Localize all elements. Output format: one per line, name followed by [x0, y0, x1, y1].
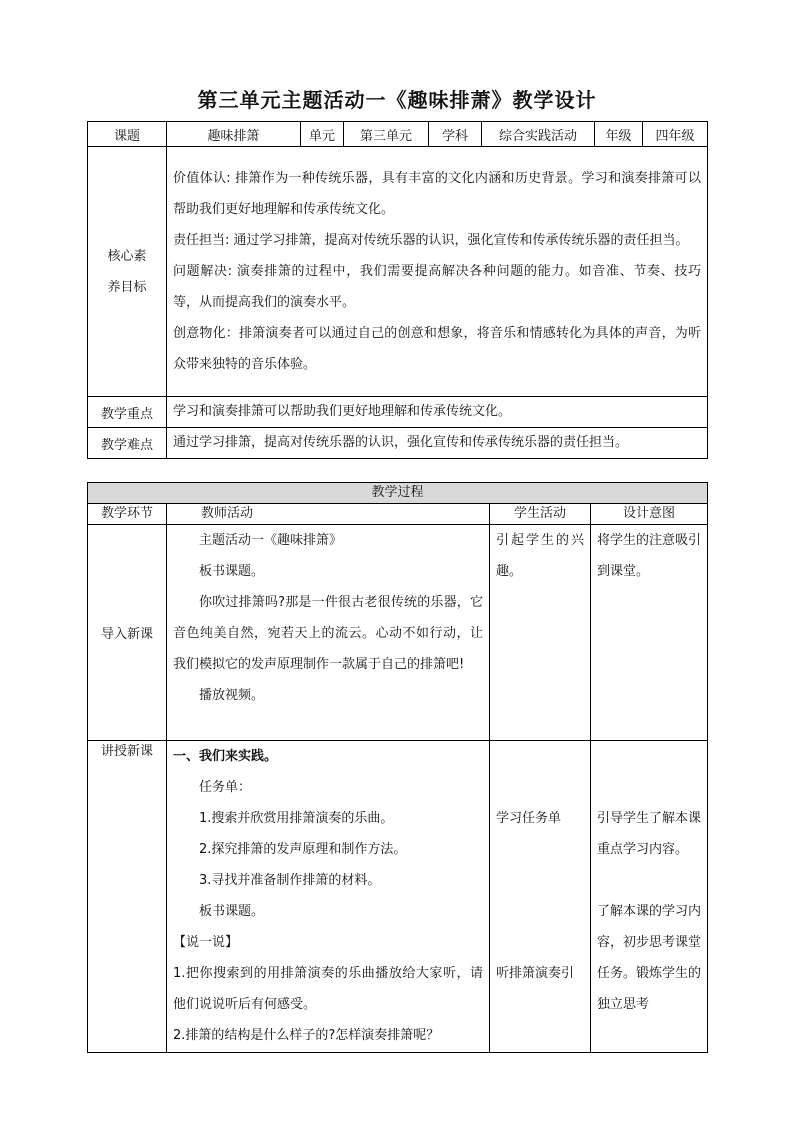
core-goal-value: 价值体认: 排箫作为一种传统乐器，具有丰富的文化内涵和历史背景。学习和演奏排箫可以帮助我们更好地理解和传承传统文化。 — [173, 171, 701, 217]
lecture-intent-1: 引导学生了解本课重点学习内容。 — [597, 811, 702, 857]
stage-intro: 导入新课 — [88, 525, 167, 741]
intro-topic: 主题活动一《趣味排箫》 — [199, 533, 343, 548]
stage-lecture-label: 讲授新课 — [100, 744, 153, 759]
course-info-table — [87, 121, 708, 459]
col-intent-header: 设计意图 — [591, 504, 708, 525]
grade-value: 四年级 — [643, 122, 708, 147]
intro-board: 板书课题。 — [199, 564, 265, 579]
intro-video: 播放视频。 — [199, 688, 265, 703]
intro-design-intent — [591, 525, 708, 741]
intro-student-text: 引起学生的兴趣。 — [496, 533, 584, 579]
teaching-difficulty-value: 通过学习排箫，提高对传统乐器的认识，强化宣传和传承传统乐器的责任担当。 — [167, 428, 708, 459]
core-goals-content — [167, 147, 708, 397]
core-goals-label — [88, 147, 167, 397]
say-label: 【说一说】 — [173, 935, 239, 950]
col-stage-header: 教学环节 — [88, 504, 167, 525]
core-goals-label-line-1: 核心素 — [107, 248, 147, 264]
col-teacher-header: 教师活动 — [167, 504, 490, 525]
intro-teacher-activity — [167, 525, 490, 741]
intro-student-activity — [490, 525, 591, 741]
stage-lecture — [88, 741, 167, 1053]
core-goal-responsibility: 责任担当: 通过学习排箫，提高对传统乐器的认识，强化宣传和传承传统乐器的责任担当。 — [173, 233, 689, 248]
course-value: 趣味排箫 — [167, 122, 301, 147]
lecture-teacher-activity — [167, 741, 490, 1053]
lecture-board: 板书课题。 — [199, 904, 265, 919]
subject-value: 综合实践活动 — [482, 122, 595, 147]
intro-question: 你吹过排箫吗?那是一件很古老很传统的乐器，它音色纯美自然，宛若天上的流云。心动不如行动，让我们模拟它的发声原理制作一款属于自己的排箫吧! — [173, 595, 483, 672]
core-goal-problem-solving: 问题解决: 演奏排箫的过程中，我们需要提高解决各种问题的能力。如音准、节奏、技巧等，从而提高我们的演奏水平。 — [173, 264, 701, 310]
teaching-difficulty-label: 教学难点 — [88, 428, 167, 459]
say-item-1: 1.把你搜索到的用排箫演奏的乐曲播放给大家听，请他们说说听后有何感受。 — [173, 966, 483, 1012]
unit-value: 第三单元 — [344, 122, 429, 147]
unit-label: 单元 — [301, 122, 344, 147]
core-goal-creativity: 创意物化：排箫演奏者可以通过自己的创意和想象，将音乐和情感转化为具体的声音，为听众带来独特的音乐体验。 — [173, 326, 701, 372]
core-goals-label-line-2: 养目标 — [107, 279, 147, 295]
document-title: 第三单元主题活动一《趣味排萧》教学设计 — [197, 88, 597, 112]
task-item-1: 1.搜索并欣赏用排箫演奏的乐曲。 — [199, 811, 394, 826]
teaching-focus-label: 教学重点 — [88, 397, 167, 428]
col-student-header: 学生活动 — [490, 504, 591, 525]
grade-label: 年级 — [595, 122, 643, 147]
teaching-process-table — [87, 482, 708, 1053]
lecture-student-2: 听排箫演奏引 — [496, 966, 575, 981]
task-item-2: 2.探究排箫的发声原理和制作方法。 — [199, 842, 407, 857]
task-item-3: 3.寻找并准备制作排箫的材料。 — [199, 873, 381, 888]
lecture-design-intent — [591, 741, 708, 1053]
lecture-intent-2: 了解本课的学习内容，初步思考课堂任务。锻炼学生的独立思考 — [597, 904, 702, 1012]
say-item-2: 2.排箫的结构是什么样子的?怎样演奏排箫呢？ — [173, 1028, 440, 1043]
subject-label: 学科 — [429, 122, 482, 147]
process-header: 教学过程 — [88, 483, 708, 504]
lecture-student-activity — [490, 741, 591, 1053]
intro-intent-text: 将学生的注意吸引到课堂。 — [597, 533, 702, 579]
course-label: 课题 — [88, 122, 167, 147]
teaching-focus-value: 学习和演奏排箫可以帮助我们更好地理解和传承传统文化。 — [167, 397, 708, 428]
task-list-label: 任务单： — [199, 780, 252, 795]
lecture-heading: 一、我们来实践。 — [173, 749, 278, 764]
lecture-student-1: 学习任务单 — [496, 811, 562, 826]
